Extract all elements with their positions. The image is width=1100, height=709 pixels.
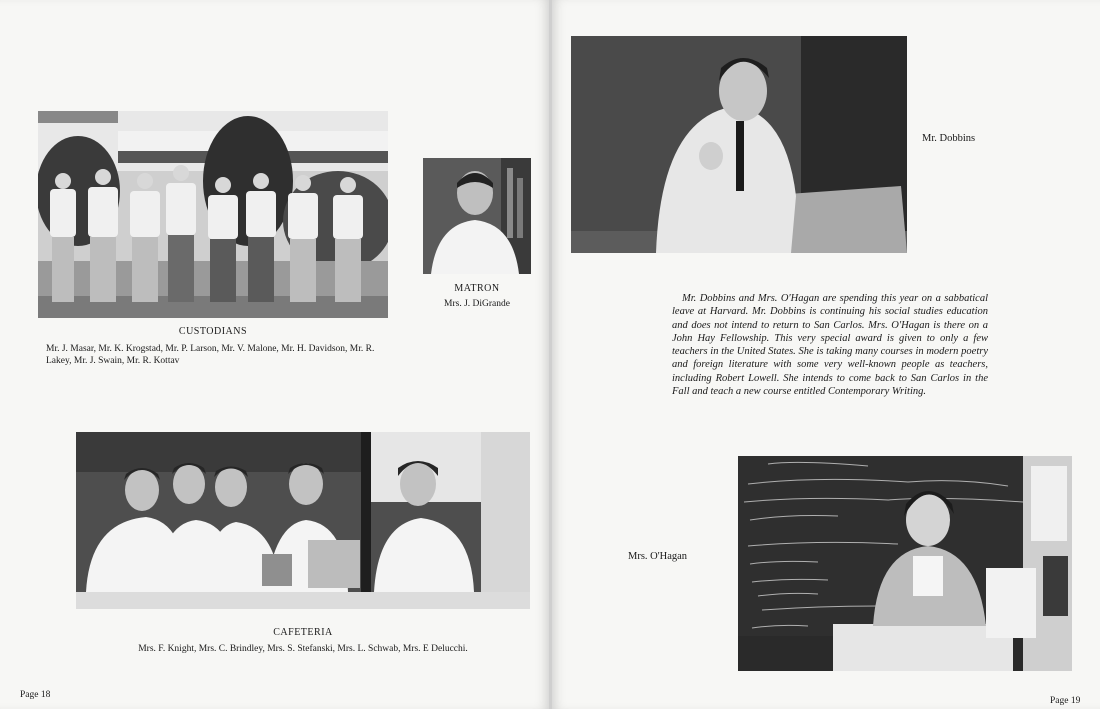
right-page [552, 0, 1100, 709]
sabbatical-article: Mr. Dobbins and Mrs. O'Hagan are spending this year on a sabbatical leave at Harvard. Mr. Dobbins is continuing his social studies education and does not intend to return to San Carlos. Mrs. O'Hagan is there on a John Hay Fellowship. This very special award is given to only a few teachers in the United States. She is taking many courses in modern poetry and foreign literature with some very well-known people as teachers, including Robert Lowell. She intends to come back to San Carlos in the Fall and teach a new course entitled Contemporary Writing. [672, 293, 988, 398]
custodians-names: Mr. J. Masar, Mr. K. Krogstad, Mr. P. Larson, Mr. V. Malone, Mr. H. Davidson, Mr. R. Lakey, Mr. J. Swain, Mr. R. Kottav [46, 344, 375, 366]
dobbins-label: Mr. Dobbins [922, 133, 976, 144]
page-number-left: Page 18 [20, 690, 51, 700]
page-number-right: Page 19 [1050, 696, 1081, 706]
matron-title: MATRON [454, 283, 500, 294]
cafeteria-names: Mrs. F. Knight, Mrs. C. Brindley, Mrs. S. Stefanski, Mrs. L. Schwab, Mrs. E Delucchi. [138, 644, 468, 654]
matron-photo [423, 158, 531, 274]
ohagan-photo [738, 456, 1072, 671]
cafeteria-title: CAFETERIA [273, 627, 333, 638]
custodians-title: CUSTODIANS [178, 326, 248, 337]
cafeteria-photo [76, 432, 530, 609]
matron-name: Mrs. J. DiGrande [444, 299, 510, 309]
left-page [0, 0, 549, 709]
dobbins-photo [571, 36, 907, 253]
custodians-photo [38, 111, 388, 318]
ohagan-label: Mrs. O'Hagan [628, 551, 688, 562]
